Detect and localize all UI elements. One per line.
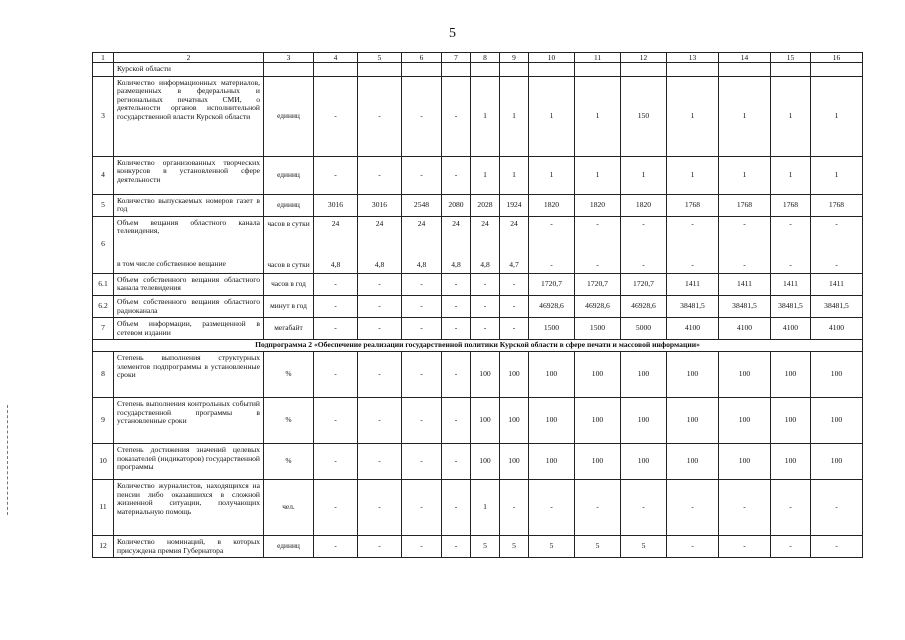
indicator-name: Объем информации, размещенной в сетевом издании — [114, 318, 264, 340]
indicator-name: Количество информационных материалов, размещенных в федеральных и региональных печатных СМИ, о деятельности органов исполнительной государственной власти Курской области — [114, 76, 264, 156]
unit-cell: мегабайт — [264, 318, 314, 340]
value-cell: 3016 — [314, 194, 358, 216]
value-cell: 100 — [667, 443, 719, 479]
table-row — [93, 76, 863, 156]
value-cell: 100 — [500, 351, 529, 397]
value-cell: 100 — [771, 443, 811, 479]
value-cell: 1500 — [575, 318, 621, 340]
value-cell: 4100 — [771, 318, 811, 340]
row-index: 11 — [93, 479, 114, 535]
unit-cell: единиц — [264, 535, 314, 557]
table-body — [93, 53, 863, 558]
value-cell-bottom: - — [789, 260, 792, 270]
row-index — [93, 63, 114, 77]
value-cell: - — [442, 351, 471, 397]
value-cell: - — [314, 397, 358, 443]
value-cell — [771, 63, 811, 77]
header-row — [93, 53, 863, 63]
column-number: 10 — [529, 53, 575, 63]
row-index: 10 — [93, 443, 114, 479]
unit-cell: единиц — [264, 76, 314, 156]
value-cell: - — [471, 318, 500, 340]
table-row — [93, 295, 863, 317]
value-cell: - — [358, 156, 402, 194]
value-cell: - — [358, 318, 402, 340]
value-cell: 100 — [621, 351, 667, 397]
value-cell: 100 — [529, 351, 575, 397]
value-cell: - — [471, 295, 500, 317]
value-cell-top: 24 — [481, 218, 489, 228]
value-cell: - — [358, 76, 402, 156]
column-number: 9 — [500, 53, 529, 63]
value-cell: 100 — [719, 397, 771, 443]
value-cell: 2548 — [402, 194, 442, 216]
value-cell: - — [811, 535, 863, 557]
value-cell: - — [442, 76, 471, 156]
value-cell: 1 — [719, 156, 771, 194]
value-cell-bottom: - — [550, 260, 553, 270]
row-index: 3 — [93, 76, 114, 156]
value-cell: 1 — [811, 156, 863, 194]
unit-cell: чел. — [264, 479, 314, 535]
row-index: 7 — [93, 318, 114, 340]
value-cell — [667, 63, 719, 77]
value-cell: 100 — [529, 443, 575, 479]
value-cell: 2080 — [442, 194, 471, 216]
value-cell — [575, 216, 621, 273]
value-cell: 100 — [471, 443, 500, 479]
table-row — [93, 63, 863, 77]
value-cell: 1720,7 — [529, 273, 575, 295]
value-cell: - — [402, 351, 442, 397]
value-cell: - — [358, 295, 402, 317]
value-cell — [719, 216, 771, 273]
unit-cell: единиц — [264, 156, 314, 194]
indicator-name: Количество организованных творческих конкурсов в установленной сфере деятельности — [114, 156, 264, 194]
value-cell: 4100 — [811, 318, 863, 340]
value-cell: 100 — [471, 351, 500, 397]
value-cell: - — [575, 479, 621, 535]
value-cell-top: - — [691, 218, 694, 228]
value-cell: - — [500, 273, 529, 295]
row-index: 6.1 — [93, 273, 114, 295]
value-cell — [500, 63, 529, 77]
value-cell: 5 — [621, 535, 667, 557]
value-cell: - — [358, 273, 402, 295]
value-cell-top: 24 — [331, 218, 340, 228]
value-cell-bottom: - — [835, 260, 838, 270]
value-cell: - — [719, 535, 771, 557]
value-cell — [500, 216, 529, 273]
value-cell: 100 — [771, 351, 811, 397]
value-cell: 1768 — [811, 194, 863, 216]
column-number: 11 — [575, 53, 621, 63]
value-cell: - — [402, 318, 442, 340]
subprogram-row — [93, 340, 863, 352]
indicator-name-sub: в том числе собственное вещание — [117, 259, 226, 269]
value-cell: 1411 — [719, 273, 771, 295]
value-cell: - — [500, 479, 529, 535]
value-cell: 5 — [500, 535, 529, 557]
unit-cell — [264, 216, 314, 273]
value-cell: 1 — [771, 76, 811, 156]
value-cell: 100 — [500, 397, 529, 443]
value-cell: 100 — [621, 443, 667, 479]
indicator-name: Количество журналистов, находящихся на пенсии либо оказавшихся в сложной жизненной ситуации, получающих материальную помощь — [114, 479, 264, 535]
value-cell — [771, 216, 811, 273]
value-cell: 5000 — [621, 318, 667, 340]
value-cell-bottom: 4,7 — [509, 260, 519, 270]
value-cell-bottom: 4,8 — [451, 260, 461, 270]
value-cell: 1820 — [621, 194, 667, 216]
value-cell: 1 — [471, 156, 500, 194]
value-cell: 5 — [471, 535, 500, 557]
column-number: 14 — [719, 53, 771, 63]
value-cell: - — [811, 479, 863, 535]
unit-cell: часов в год — [264, 273, 314, 295]
value-cell: 100 — [575, 443, 621, 479]
value-cell: 2028 — [471, 194, 500, 216]
table-row — [93, 397, 863, 443]
value-cell: 100 — [667, 397, 719, 443]
value-cell: - — [314, 479, 358, 535]
value-cell: - — [402, 273, 442, 295]
value-cell — [667, 216, 719, 273]
value-cell-top: - — [743, 218, 746, 228]
value-cell: 3016 — [358, 194, 402, 216]
value-cell: 100 — [667, 351, 719, 397]
column-number: 1 — [93, 53, 114, 63]
value-cell: 100 — [719, 443, 771, 479]
column-number: 16 — [811, 53, 863, 63]
value-cell: - — [358, 397, 402, 443]
value-cell: 1 — [621, 156, 667, 194]
value-cell: 100 — [811, 397, 863, 443]
value-cell-top: 24 — [452, 218, 460, 228]
value-cell-top: 24 — [510, 218, 518, 228]
value-cell: 1 — [575, 156, 621, 194]
margin-mark — [7, 405, 9, 515]
indicator-name: Степень выполнения структурных элементов подпрограммы в установленные сроки — [114, 351, 264, 397]
table-row — [93, 535, 863, 557]
unit-cell: % — [264, 397, 314, 443]
row-index: 5 — [93, 194, 114, 216]
value-cell: - — [442, 295, 471, 317]
column-number: 12 — [621, 53, 667, 63]
value-cell-top: 24 — [375, 218, 384, 228]
indicator-name: Степень достижения значений целевых показателей (индикаторов) государственной программы — [114, 443, 264, 479]
value-cell: - — [314, 295, 358, 317]
value-cell — [811, 63, 863, 77]
value-cell: - — [442, 156, 471, 194]
value-cell: - — [771, 535, 811, 557]
subprogram-title: Подпрограмма 2 «Обеспечение реализации государственной политики Курской области в сфере печати и массовой информации» — [93, 340, 863, 352]
column-number: 13 — [667, 53, 719, 63]
value-cell — [575, 63, 621, 77]
value-cell: - — [358, 351, 402, 397]
value-cell-bottom: 4,8 — [416, 260, 427, 270]
table-row — [93, 216, 863, 273]
indicator-name: Количество номинаций, в которых присуждена премия Губернатора — [114, 535, 264, 557]
value-cell: - — [358, 535, 402, 557]
value-cell — [621, 63, 667, 77]
value-cell: - — [314, 318, 358, 340]
unit-cell — [264, 63, 314, 77]
value-cell: - — [402, 76, 442, 156]
value-cell: - — [314, 156, 358, 194]
indicator-name: Объем собственного вещания областного радиоканала — [114, 295, 264, 317]
value-cell: 46928,6 — [621, 295, 667, 317]
value-cell: 150 — [621, 76, 667, 156]
value-cell — [402, 216, 442, 273]
value-cell: - — [621, 479, 667, 535]
value-cell: - — [358, 479, 402, 535]
value-cell-top: - — [596, 218, 599, 228]
value-cell: 100 — [811, 351, 863, 397]
value-cell: - — [314, 351, 358, 397]
value-cell: 100 — [811, 443, 863, 479]
value-cell: - — [471, 273, 500, 295]
value-cell: 1 — [667, 156, 719, 194]
value-cell: 1768 — [667, 194, 719, 216]
value-cell: 1411 — [771, 273, 811, 295]
value-cell — [402, 63, 442, 77]
value-cell: - — [500, 295, 529, 317]
value-cell: 1 — [771, 156, 811, 194]
value-cell: 1411 — [667, 273, 719, 295]
unit-cell-bottom: часов в сутки — [267, 260, 310, 270]
unit-cell: единиц — [264, 194, 314, 216]
value-cell: 1500 — [529, 318, 575, 340]
value-cell: 1768 — [719, 194, 771, 216]
value-cell: 1924 — [500, 194, 529, 216]
value-cell: - — [500, 318, 529, 340]
indicator-name: Количество выпускаемых номеров газет в год — [114, 194, 264, 216]
value-cell: - — [442, 535, 471, 557]
column-number: 7 — [442, 53, 471, 63]
value-cell: 1820 — [575, 194, 621, 216]
value-cell-bottom: - — [691, 260, 694, 270]
column-number: 2 — [114, 53, 264, 63]
value-cell: 1720,7 — [621, 273, 667, 295]
unit-cell: % — [264, 351, 314, 397]
value-cell: 1411 — [811, 273, 863, 295]
value-cell — [811, 216, 863, 273]
value-cell: 5 — [529, 535, 575, 557]
value-cell — [621, 216, 667, 273]
value-cell: 100 — [771, 397, 811, 443]
value-cell: - — [442, 479, 471, 535]
value-cell: - — [771, 479, 811, 535]
row-index: 4 — [93, 156, 114, 194]
table-row — [93, 318, 863, 340]
value-cell: 38481,5 — [811, 295, 863, 317]
value-cell: 38481,5 — [771, 295, 811, 317]
value-cell: 100 — [575, 351, 621, 397]
value-cell: - — [314, 443, 358, 479]
value-cell: 100 — [719, 351, 771, 397]
value-cell-top: - — [835, 218, 838, 228]
value-cell: - — [358, 443, 402, 479]
value-cell: 1 — [575, 76, 621, 156]
value-cell: - — [667, 479, 719, 535]
value-cell: - — [667, 535, 719, 557]
row-index: 6 — [93, 216, 114, 273]
indicator-name-main: Объем вещания областного канала телевидения, — [117, 217, 260, 236]
value-cell: - — [402, 156, 442, 194]
page-number: 5 — [449, 26, 456, 41]
value-cell: 1 — [500, 156, 529, 194]
value-cell: 1 — [529, 156, 575, 194]
column-number: 6 — [402, 53, 442, 63]
value-cell: - — [442, 397, 471, 443]
value-cell: 100 — [500, 443, 529, 479]
value-cell: 38481,5 — [667, 295, 719, 317]
value-cell: 1 — [471, 479, 500, 535]
value-cell-top: - — [550, 218, 553, 228]
table-row — [93, 479, 863, 535]
value-cell — [529, 216, 575, 273]
value-cell-bottom: - — [743, 260, 746, 270]
value-cell-bottom: - — [642, 260, 645, 270]
value-cell: - — [402, 397, 442, 443]
value-cell: - — [402, 443, 442, 479]
row-index: 12 — [93, 535, 114, 557]
value-cell-bottom: 4,8 — [374, 260, 385, 270]
value-cell-top: - — [789, 218, 792, 228]
value-cell: 1 — [529, 76, 575, 156]
indicator-name: Степень выполнения контрольных событий государственной программы в установленные сроки — [114, 397, 264, 443]
value-cell: 1 — [719, 76, 771, 156]
table-row — [93, 351, 863, 397]
value-cell: - — [314, 76, 358, 156]
indicator-name — [114, 216, 264, 273]
value-cell: 1 — [811, 76, 863, 156]
value-cell — [529, 63, 575, 77]
indicators-table — [92, 52, 863, 558]
value-cell: 1768 — [771, 194, 811, 216]
table-row — [93, 156, 863, 194]
value-cell: 46928,6 — [575, 295, 621, 317]
value-cell-bottom: 4,8 — [480, 260, 490, 270]
unit-cell: % — [264, 443, 314, 479]
value-cell — [719, 63, 771, 77]
value-cell: 1 — [471, 76, 500, 156]
column-number: 8 — [471, 53, 500, 63]
column-number: 3 — [264, 53, 314, 63]
value-cell: - — [402, 295, 442, 317]
value-cell: 1 — [500, 76, 529, 156]
indicator-name: Объем собственного вещания областного канала телевидения — [114, 273, 264, 295]
value-cell — [471, 63, 500, 77]
value-cell: - — [719, 479, 771, 535]
value-cell: 100 — [529, 397, 575, 443]
value-cell — [358, 216, 402, 273]
table-row — [93, 443, 863, 479]
value-cell: - — [314, 535, 358, 557]
value-cell: 100 — [471, 397, 500, 443]
value-cell: 5 — [575, 535, 621, 557]
value-cell-top: 24 — [417, 218, 426, 228]
value-cell: - — [442, 273, 471, 295]
value-cell — [314, 63, 358, 77]
value-cell: - — [442, 318, 471, 340]
value-cell — [314, 216, 358, 273]
value-cell: 38481,5 — [719, 295, 771, 317]
value-cell: 4100 — [667, 318, 719, 340]
table-row — [93, 273, 863, 295]
column-number: 15 — [771, 53, 811, 63]
value-cell: 1 — [667, 76, 719, 156]
row-index: 9 — [93, 397, 114, 443]
row-index: 6.2 — [93, 295, 114, 317]
value-cell: 100 — [575, 397, 621, 443]
table-row — [93, 194, 863, 216]
value-cell-top: - — [642, 218, 645, 228]
value-cell-bottom: - — [596, 260, 599, 270]
indicator-name: Курской области — [114, 63, 264, 77]
value-cell: - — [402, 479, 442, 535]
value-cell: 1720,7 — [575, 273, 621, 295]
column-number: 4 — [314, 53, 358, 63]
row-index: 8 — [93, 351, 114, 397]
value-cell: - — [402, 535, 442, 557]
value-cell: - — [442, 443, 471, 479]
value-cell: 1820 — [529, 194, 575, 216]
value-cell-bottom: 4,8 — [330, 260, 341, 270]
value-cell — [358, 63, 402, 77]
value-cell: - — [314, 273, 358, 295]
value-cell: 46928,6 — [529, 295, 575, 317]
unit-cell-top: часов в сутки — [267, 218, 310, 228]
value-cell — [442, 63, 471, 77]
column-number: 5 — [358, 53, 402, 63]
unit-cell: минут в год — [264, 295, 314, 317]
value-cell — [442, 216, 471, 273]
value-cell: 4100 — [719, 318, 771, 340]
value-cell: 100 — [621, 397, 667, 443]
value-cell: - — [529, 479, 575, 535]
value-cell — [471, 216, 500, 273]
